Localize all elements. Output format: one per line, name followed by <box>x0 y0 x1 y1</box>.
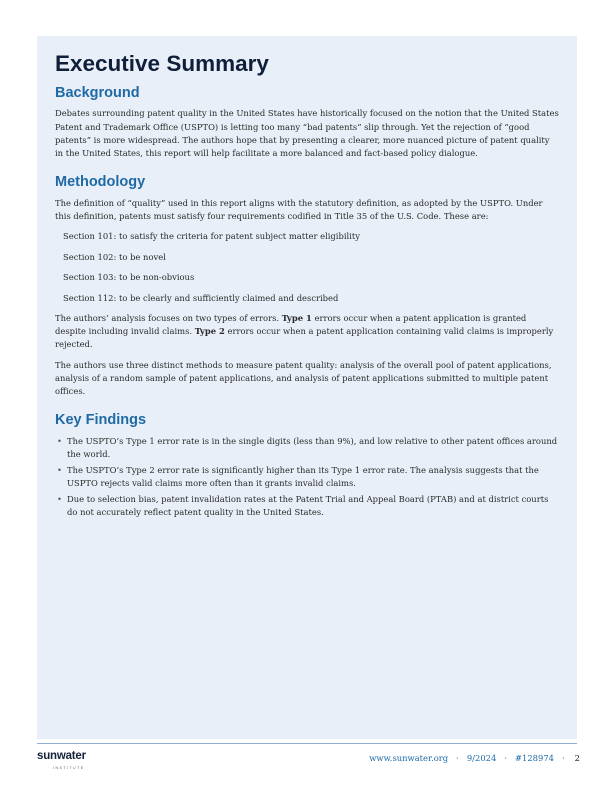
footer-date: 9/2024 <box>466 753 497 763</box>
methods-paragraph: The authors use three distinct methods to measure patent quality: analysis of the overall pool of patent applications, analysis of a random sample of patent applications, and analysis of patent applications submitted to multiple patent offices. <box>55 359 552 397</box>
type2-text: errors occur when a patent application containing valid claims is improperly rejected. <box>55 326 554 350</box>
type1-text: errors occur when a patent application is granted despite including invalid claims. <box>55 313 527 337</box>
footer-doc-number: #128974 <box>514 753 554 763</box>
requirement-item: Section 103: to be non-obvious <box>63 272 195 282</box>
logo-subtitle: INSTITUTE <box>53 766 85 770</box>
bullet-icon: • <box>57 464 62 475</box>
methodology-heading: Methodology <box>55 174 146 191</box>
finding-item <box>57 493 559 519</box>
footer-separator: · <box>456 753 459 763</box>
footer-divider <box>37 743 577 744</box>
bullet-icon: • <box>57 435 62 446</box>
requirement-item: Section 112: to be clearly and sufficiently claimed and described <box>63 292 339 303</box>
finding-text: Due to selection bias, patent invalidation rates at the Patent Trial and Appeal Board (PTAB) and at district courts do not accurately reflect patent quality in the United States. <box>67 493 549 517</box>
requirement-item: Section 101: to satisfy the criteria for patent subject matter eligibility <box>63 231 360 241</box>
findings-list <box>55 435 559 519</box>
finding-text: The USPTO’s Type 1 error rate is in the single digits (less than 9%), and low relative to other patent offices around the world. <box>67 435 558 459</box>
finding-item <box>57 435 559 461</box>
finding-item <box>57 464 559 490</box>
requirements-list <box>55 230 559 305</box>
footer-url[interactable]: www.sunwater.org <box>369 753 449 763</box>
background-heading: Background <box>55 85 140 101</box>
requirement-item: Section 102: to be novel <box>63 251 166 262</box>
background-paragraph: Debates surrounding patent quality in the United States have historically focused on the notion that the United States Patent and Trademark Office (USPTO) is letting too many “bad patents” slip through. Yet the rejection of “good patents” is more widespread. The authors hope that by presenting a clearer, more nuanced picture of patent quality in the United States, this report will help facilitate a more balanced and fact-based policy dialogue. <box>55 108 559 158</box>
footer-meta <box>369 753 580 763</box>
bullet-icon: • <box>57 493 62 504</box>
footer-separator: · <box>561 753 565 763</box>
findings-heading: Key Findings <box>55 412 147 429</box>
summary-panel <box>37 36 577 739</box>
error-types-paragraph <box>55 312 559 352</box>
page-number: 2 <box>574 753 580 763</box>
footer-separator: · <box>504 753 507 763</box>
finding-text: The USPTO’s Type 2 error rate is significantly higher than its Type 1 error rate. The analysis suggests that the USPTO rejects valid claims more often than it grants invalid claims. <box>67 464 539 488</box>
page-title: Executive Summary <box>55 51 269 76</box>
methodology-intro: The definition of “quality” used in this report aligns with the statutory definition, as adopted by the USPTO. Under this definition, patents must satisfy four requirements codified in Title 35 of the U.S. Code. These are: <box>55 197 543 221</box>
errors-lead: The authors’ analysis focuses on two types of errors. <box>55 313 280 323</box>
type2-label: Type 2 <box>194 326 225 337</box>
type1-label: Type 1 <box>281 313 312 323</box>
sunwater-logo: sunwater <box>37 750 86 762</box>
